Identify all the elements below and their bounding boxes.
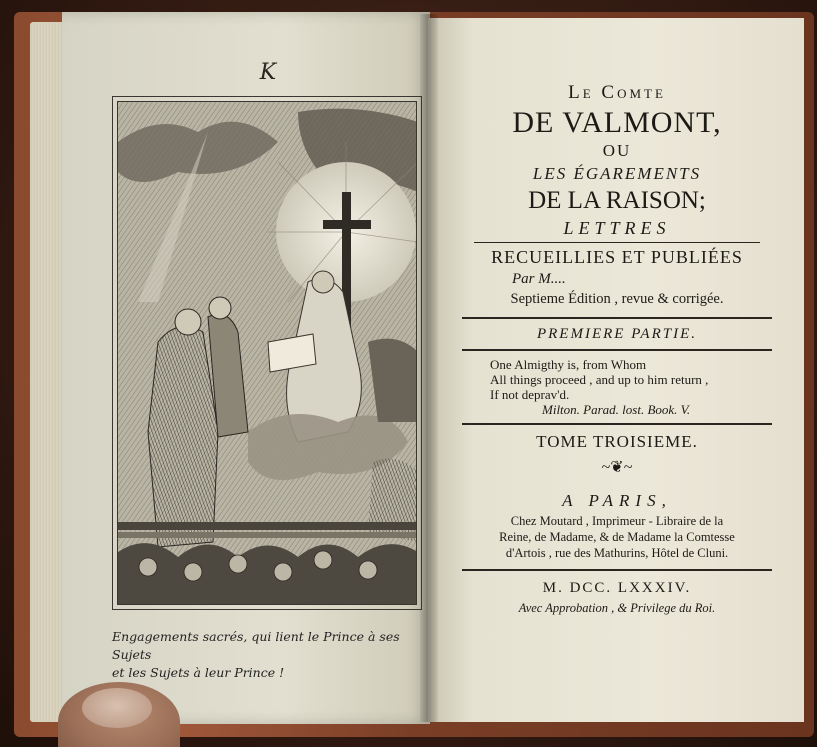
epigraph: [452, 357, 782, 417]
collected-line: RECUEILLIES ET PUBLIÉES: [491, 247, 743, 267]
subtitle-line-1: LES ÉGAREMENTS: [532, 164, 702, 183]
thumbnail-nail: [82, 688, 152, 728]
epigraph-line: One Almigthy is, from Whom: [490, 357, 647, 372]
epigraph-line: If not deprav'd.: [490, 387, 570, 402]
engraving-caption: [112, 628, 422, 682]
author-line: Par M....: [512, 271, 566, 287]
subtitle-line-2: DE LA RAISON;: [528, 187, 706, 214]
title-line-ou: OU: [602, 141, 632, 160]
caption-line: Engagements sacrés, qui lient le Prince à ses Sujets: [112, 629, 400, 662]
engraving-illustration: [118, 102, 417, 605]
approbation-line: Avec Approbation , & Privilege du Roi.: [518, 601, 716, 615]
part-line: PREMIERE PARTIE.: [536, 326, 698, 342]
rule: [462, 317, 772, 319]
volume-line: TOME TROISIEME.: [536, 432, 698, 451]
edition-line: Septieme Édition , revue & corrigée.: [510, 291, 724, 307]
genre-line: LETTRES: [563, 218, 671, 238]
title-page: [452, 80, 782, 617]
book-gutter: [420, 14, 438, 722]
imprint-line: Chez Moutard , Imprimeur - Libraire de la: [510, 514, 724, 528]
engraving-frame: [112, 96, 422, 610]
rule: [462, 349, 772, 351]
imprint-line: d'Artois , rue des Mathurins, Hôtel de Cluni.: [505, 546, 729, 560]
rule: [462, 423, 772, 425]
title-line-1: Le Comte: [568, 82, 666, 103]
engraving: [117, 101, 417, 605]
ornament-icon: ~❦~: [601, 459, 633, 476]
plate-letter: K: [259, 60, 277, 85]
rule: [462, 569, 772, 571]
caption-line: et les Sujets à leur Prince !: [112, 665, 285, 680]
epigraph-line: All things proceed , and up to him return ,: [490, 372, 709, 387]
imprint-line: Reine, de Madame, & de Madame la Comtesse: [499, 530, 735, 544]
city-line: A PARIS,: [562, 491, 672, 510]
title-main: DE VALMONT,: [512, 106, 722, 139]
epigraph-citation: Milton. Parad. lost. Book. V.: [542, 402, 691, 417]
year-line: M. DCC. LXXXIV.: [542, 580, 692, 596]
rule: [474, 242, 760, 243]
